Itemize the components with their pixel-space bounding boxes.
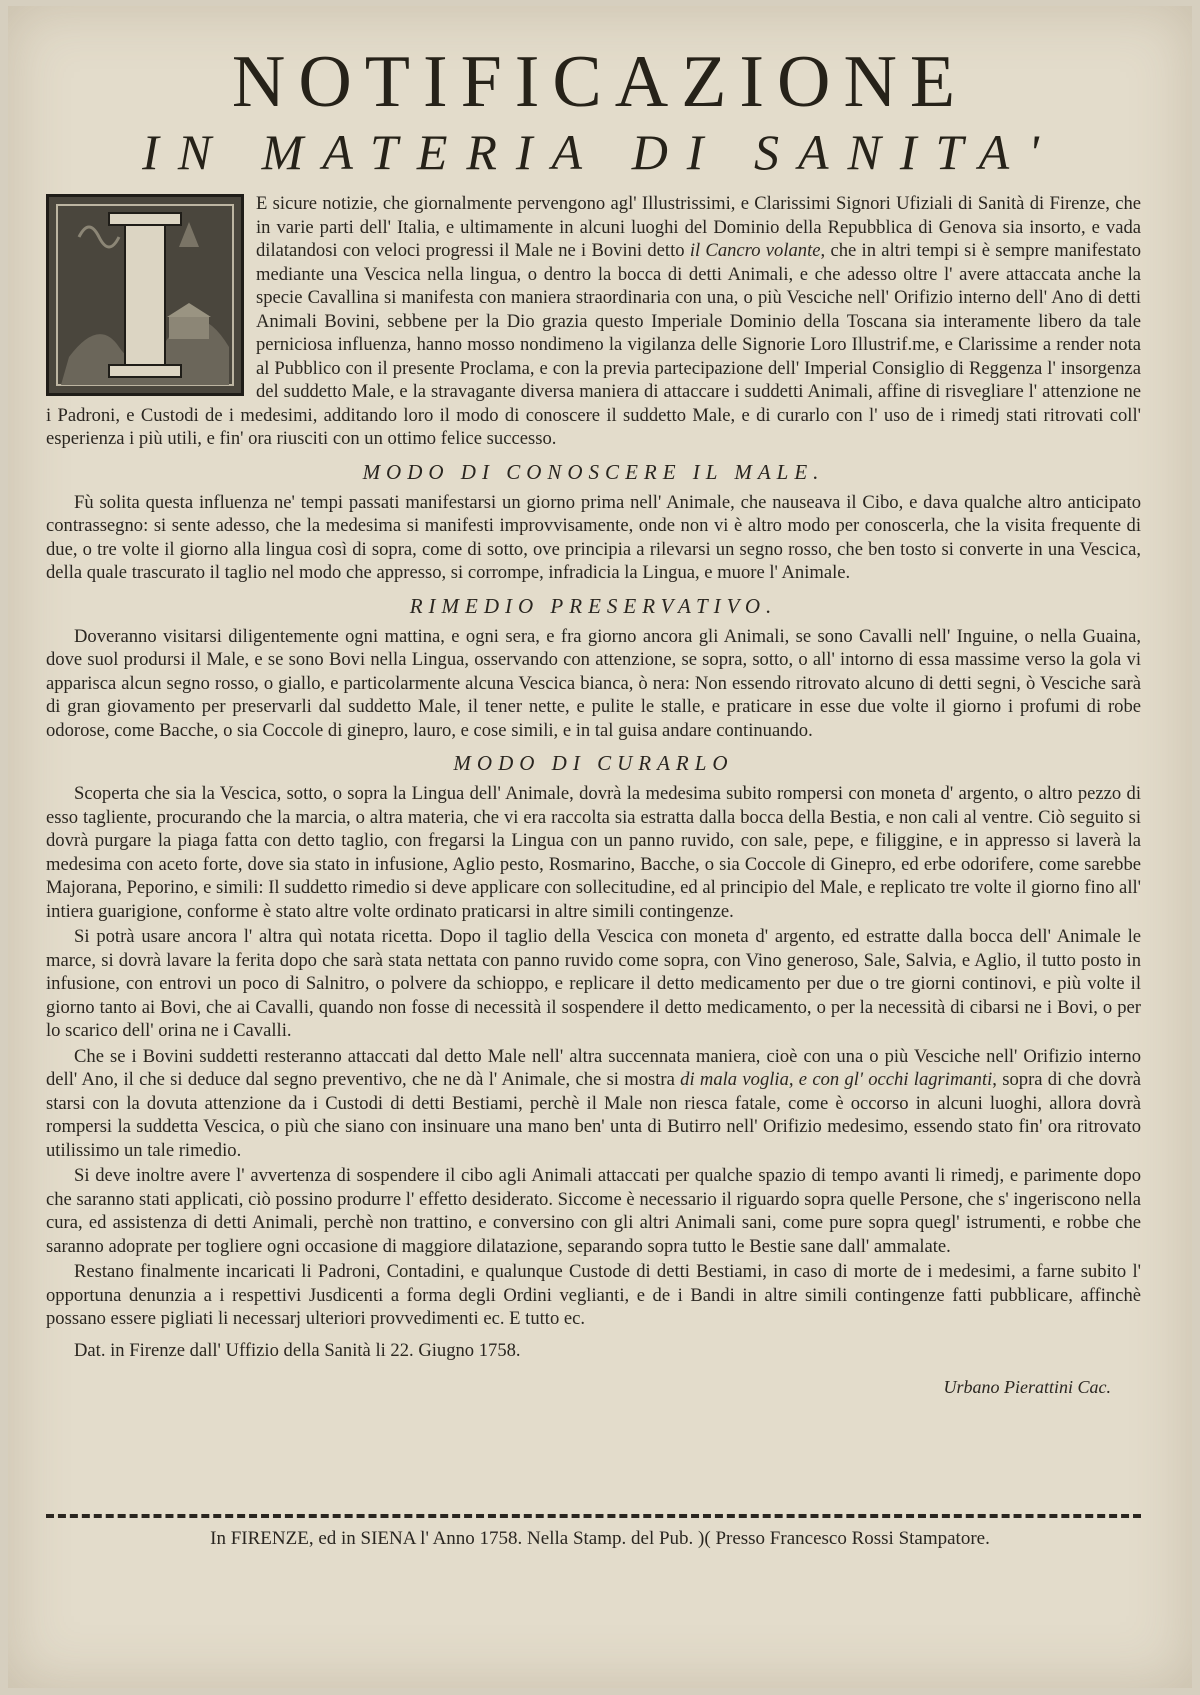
- section-heading-conoscere: MODO DI CONOSCERE IL MALE.: [362, 459, 825, 484]
- document-title: NOTIFICAZIONE: [231, 41, 969, 123]
- decorated-initial-i-icon: [46, 194, 244, 396]
- document-body: [46, 192, 1141, 1400]
- cure-paragraph-5: Restano finalmente incaricati li Padroni, Contadini, e qualunque Custode di detti Bestiami, in caso di morte de i medesimi, a farne subito l' opportuna denunzia a i respettivi Jusdicenti a forma degli Ordini veglianti, e de i Bandi in altre simili contingenze fatti pubblicare, affinchè possano essere pigliati li necessarj ulteriori provvedimenti ec. E tutto ec.: [46, 1261, 1141, 1329]
- section-heading-curarlo: MODO DI CURARLO: [453, 751, 734, 775]
- cure-paragraph-1: Scoperta che sia la Vescica, sotto, o sopra la Lingua dell' Animale, dovrà la medesima subito rompersi con moneta d' argento, o altro pezzo di esso tagliente, procurando che la marcia, o altra materia, che vi era raccolta sia estratta dalla bocca della Bestia, e non cali al ventre. Ciò seguito si dovrà purgare la piaga fatta con detto taglio, con fregarsi la Lingua con un panno ruvido, con sale, pepe, e filiggine, e in appresso si laverà la medesima con aceto forte, dove sia stato in infusione, Aglio pesto, Rosmarino, Bacche, o sia Coccole di Ginepro, ed erbe odorifere, come sarebbe Majorana, Peporino, e simili: Il suddetto rimedio si deve applicare con sollecitudine, ed al principio del Male, e replicato tre volte il giorno fino all' intiera guarigione, conforme è stato altre volte ordinato praticarsi in altre simili contingenze.: [46, 783, 1141, 922]
- divider-rule: [46, 1514, 1141, 1522]
- cure-paragraph-2: Si potrà usare ancora l' altra quì notata ricetta. Dopo il taglio della Vescica con moneta d' argento, ed estratte dalla bocca dell' Animale le marce, si dovrà lavare la ferita dopo che sarà stata nettata con panno ruvido come sopra, con Vino generoso, Sale, Salvia, e Aglio, il tutto posto in infusione, con entrovi un poco di Salnitro, o polvere da schioppo, e replicare il detto medicamento per due o tre giorni continovi, e più volte il giorno tanto ai Bovi, che ai Cavalli, quando non fosse di necessità il sospendere il detto medicamento, o per la necessità di cibarsi ne i Bovi, o per lo scarico dell' orina ne i Cavalli.: [46, 926, 1141, 1041]
- section-heading-preservativo: RIMEDIO PRESERVATIVO.: [409, 593, 778, 618]
- cure-paragraph-3: Che se i Bovini suddetti resteranno attaccati dal detto Male nell' altra succennata maniera, cioè con una o più Vesciche nell' Orifizio interno dell' Ano, il che si deduce dal segno preventivo, che ne dà l' Animale, che si mostra di mala voglia, e con gl' occhi lagrimanti, sopra di che dovrà starsi con la dovuta attenzione da i Custodi di detti Bestiami, perchè il Male non riesca fatale, come è occorso in alcuni luoghi, allora dovrà rompersi la suddetta Vescica, o più che siano con insinuare una mano ben' unta di Butirro nell' Orifizio medesimo, essendo stato fin' ora ritrovato utilissimo un tale rimedio.: [46, 1045, 1141, 1161]
- section-text-preservativo: Doveranno visitarsi diligentemente ogni mattina, e ogni sera, e fra giorno ancora gli Animali, se sono Cavalli nell' Inguine, o nella Guaina, dove suol prodursi il Male, e se sono Bovi nella Lingua, osservando con attenzione, se sopra, sotto, o all' intorno di essa massime verso la gola vi apparisca alcun segno rosso, o giallo, e particolarmente alcuna Vescica bianca, ò nera: Non essendo ritrovato alcuno di detti segni, ò Vesciche sarà di gran giovamento per preservarli dal suddetto Male, il tener nette, e pulite le stalle, e praticare in esse due volte il giorno i profumi di robe odorose, come Bacche, o sia Coccole di ginepro, lauro, e cose simili, e in tal guisa andare continuando.: [46, 625, 1141, 741]
- printer-imprint: In FIRENZE, ed in SIENA l' Anno 1758. Nella Stamp. del Pub. )( Presso Francesco Rossi Stampatore.: [210, 1528, 990, 1549]
- intro-paragraph: E sicure notizie, che giornalmente pervengono agl' Illustrissimi, e Clarissimi Signori Ufiziali di Sanità di Firenze, che in varie parti dell' Italia, e ultimamente in alcuni luoghi del Dominio della Repubblica di Genova sia insorto, e vada dilatandosi con veloci progressi il Male ne i Bovini detto il Cancro volante, che in altri tempi si è sempre manifestato mediante una Vescica nella lingua, o dentro la bocca di detti Animali, e che adesso oltre l' avere attaccata anche la specie Cavallina si manifesta con maniera straordinaria con una, o più Vesciche nell' Orifizio interno dell' Ano di detti Animali Bovini, sebbene per la Dio grazia questo Imperiale Dominio della Toscana sia interamente libero da tale perniciosa influenza, hanno mosso nondimeno la vigilanza delle Signorie Loro Illustrif.me, e Clarissime a render nota al Pubblico con il presente Proclama, e con la previa partecipazione dell' Imperial Consiglio di Reggenza l' insorgenza del suddetto Male, e la stravagante diversa maniera di attaccare i suddetti Animali, affine di risvegliare l' attenzione ne i Padroni, e Custodi de i medesimi, additando loro il modo di conoscere il suddetto Male, e di curarlo con l' uso de i rimedj stati ritrovati coll' esperienza i più utili, e fin' ora riusciti con un ottimo felice successo.: [46, 193, 1142, 449]
- date-line: Dat. in Firenze dall' Uffizio della Sanità li 22. Giugno 1758.: [74, 1339, 521, 1361]
- cure-paragraph-4: Si deve inoltre avere l' avvertenza di sospendere il cibo agli Animali attaccati per qualche spazio di tempo avanti li rimedj, e parimente dopo che saranno stati applicati, ciò possino produrre l' effetto desiderato. Siccome è necessario il riguardo sopra quelle Persone, che s' ingeriscono nella cura, ed assistenza di detti Animali, perchè non trattino, e conversino con gli altri Animali sani, come pure sopra quegl' istrumenti, e robbe che saranno adoprate per togliere ogni occasione di maggiore dilatazione, separando sopra tutto le Bestie sane dall' ammalate.: [46, 1165, 1141, 1257]
- document-subtitle: IN MATERIA DI SANITA': [142, 124, 1058, 180]
- signature: Urbano Pierattini Cac.: [943, 1377, 1111, 1397]
- section-text-conoscere: Fù solita questa influenza ne' tempi passati manifestarsi un giorno prima nell' Animale, che nauseava il Cibo, e dava qualche altro anticipato contrassegno: si sente adesso, che la medesima si manifesti improvvisamente, onde non vi è altro modo per conoscerla, che la visita frequente di due, o tre volte il giorno alla lingua così di sopra, come di sotto, ove principia a rilevarsi un segno rosso, che ben tosto si converte in una Vescica, della quale trascurato il taglio nel modo che appresso, si corrompe, infradicia la Lingua, e muore l' Animale.: [46, 491, 1141, 583]
- document-sheet: [8, 6, 1192, 1688]
